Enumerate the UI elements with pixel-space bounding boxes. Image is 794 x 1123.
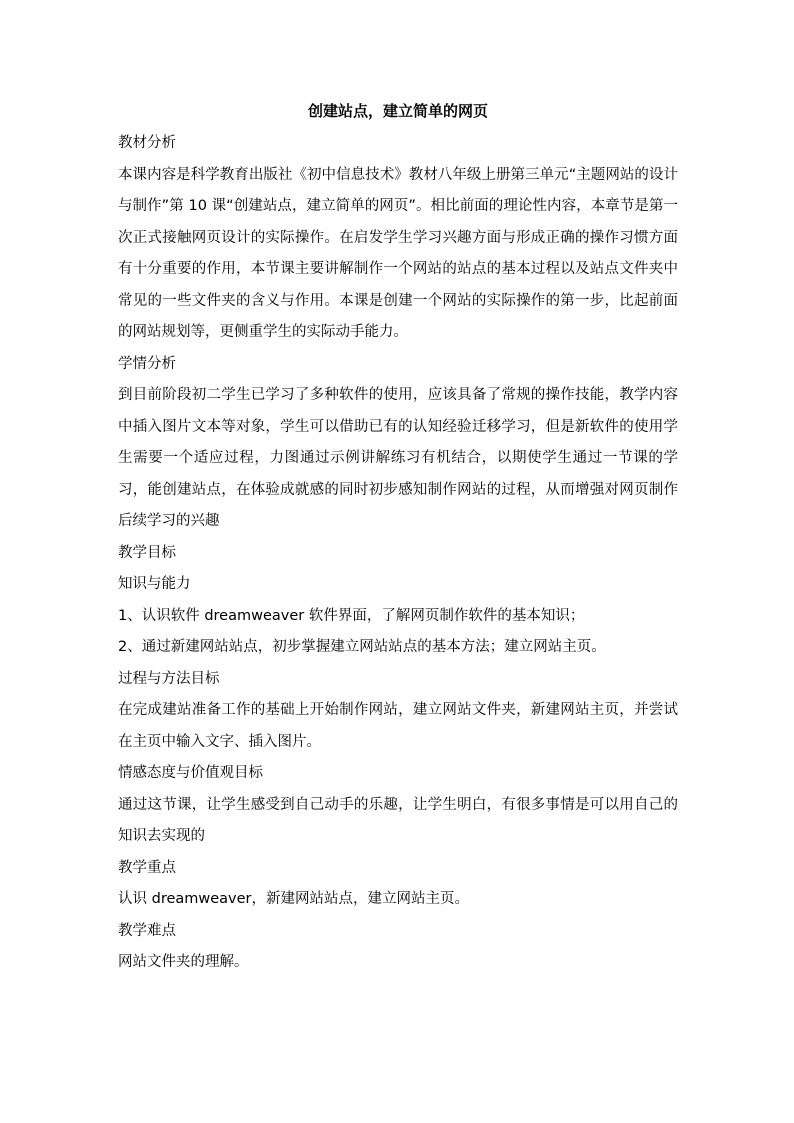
section-heading-teaching-goals: 教学目标 [118, 544, 176, 561]
section-heading-knowledge-ability: 知识与能力 [118, 576, 191, 592]
paragraph-student-analysis: 到目前阶段初二学生已学习了多种软件的使用，应该具备了常规的操作技能，教学内容中插入图片文本等对象，学生可以借助已有的认知经验迁移学习，但是新软件的使用学生需要一个适应过程，力图通过示例讲解练习有机结合，以期使学生通过一节课的学习，能创建站点，在体验成就感的同时初步感知制作网站的过程，从而增强对网页制作后续学习的兴趣 [118, 387, 678, 529]
paragraph-difficulties: 网站文件夹的理解。 [118, 954, 249, 970]
section-heading-student-analysis: 学情分析 [118, 355, 176, 372]
section-heading-key-points: 教学重点 [118, 859, 176, 876]
paragraph-process-method: 在完成建站准备工作的基础上开始制作网站，建立网站文件夹，新建网站主页，并尝试在主页中输入文字、插入图片。 [118, 702, 678, 750]
section-heading-textbook-analysis: 教材分析 [118, 135, 176, 151]
paragraph-emotion-values: 通过这节课，让学生感受到自己动手的乐趣，让学生明白，有很多事情是可以用自己的知识去实现的 [118, 796, 678, 844]
list-item-goal-2: 2、通过新建网站站点，初步掌握建立网站站点的基本方法；建立网站主页。 [118, 639, 606, 655]
document-page [118, 96, 678, 979]
section-heading-process-method: 过程与方法目标 [118, 670, 220, 687]
paragraph-key-points: 认识 dreamweaver，新建网站站点，建立网站主页。 [118, 891, 470, 907]
document-title: 创建站点，建立简单的网页 [307, 102, 488, 120]
section-heading-difficulties: 教学难点 [118, 922, 176, 939]
section-heading-emotion-values: 情感态度与价值观目标 [118, 765, 263, 781]
paragraph-textbook-analysis: 本课内容是科学教育出版社《初中信息技术》教材八年级上册第三单元“主题网站的设计与制作”第 10 课“创建站点，建立简单的网页”。相比前面的理论性内容，本章节是第一次正式接触网页设计的实际操作。在启发学生学习兴趣方面与形成正确的操作习惯方面有十分重要的作用，本节课主要讲解制作一个网站的站点的基本过程以及站点文件夹中常见的一些文件夹的含义与作用。本课是创建一个网站的实际操作的第一步，比起前面的网站规划等，更侧重学生的实际动手能力。 [118, 166, 678, 340]
list-item-goal-1: 1、认识软件 dreamweaver 软件界面，了解网页制作软件的基本知识； [118, 607, 585, 624]
